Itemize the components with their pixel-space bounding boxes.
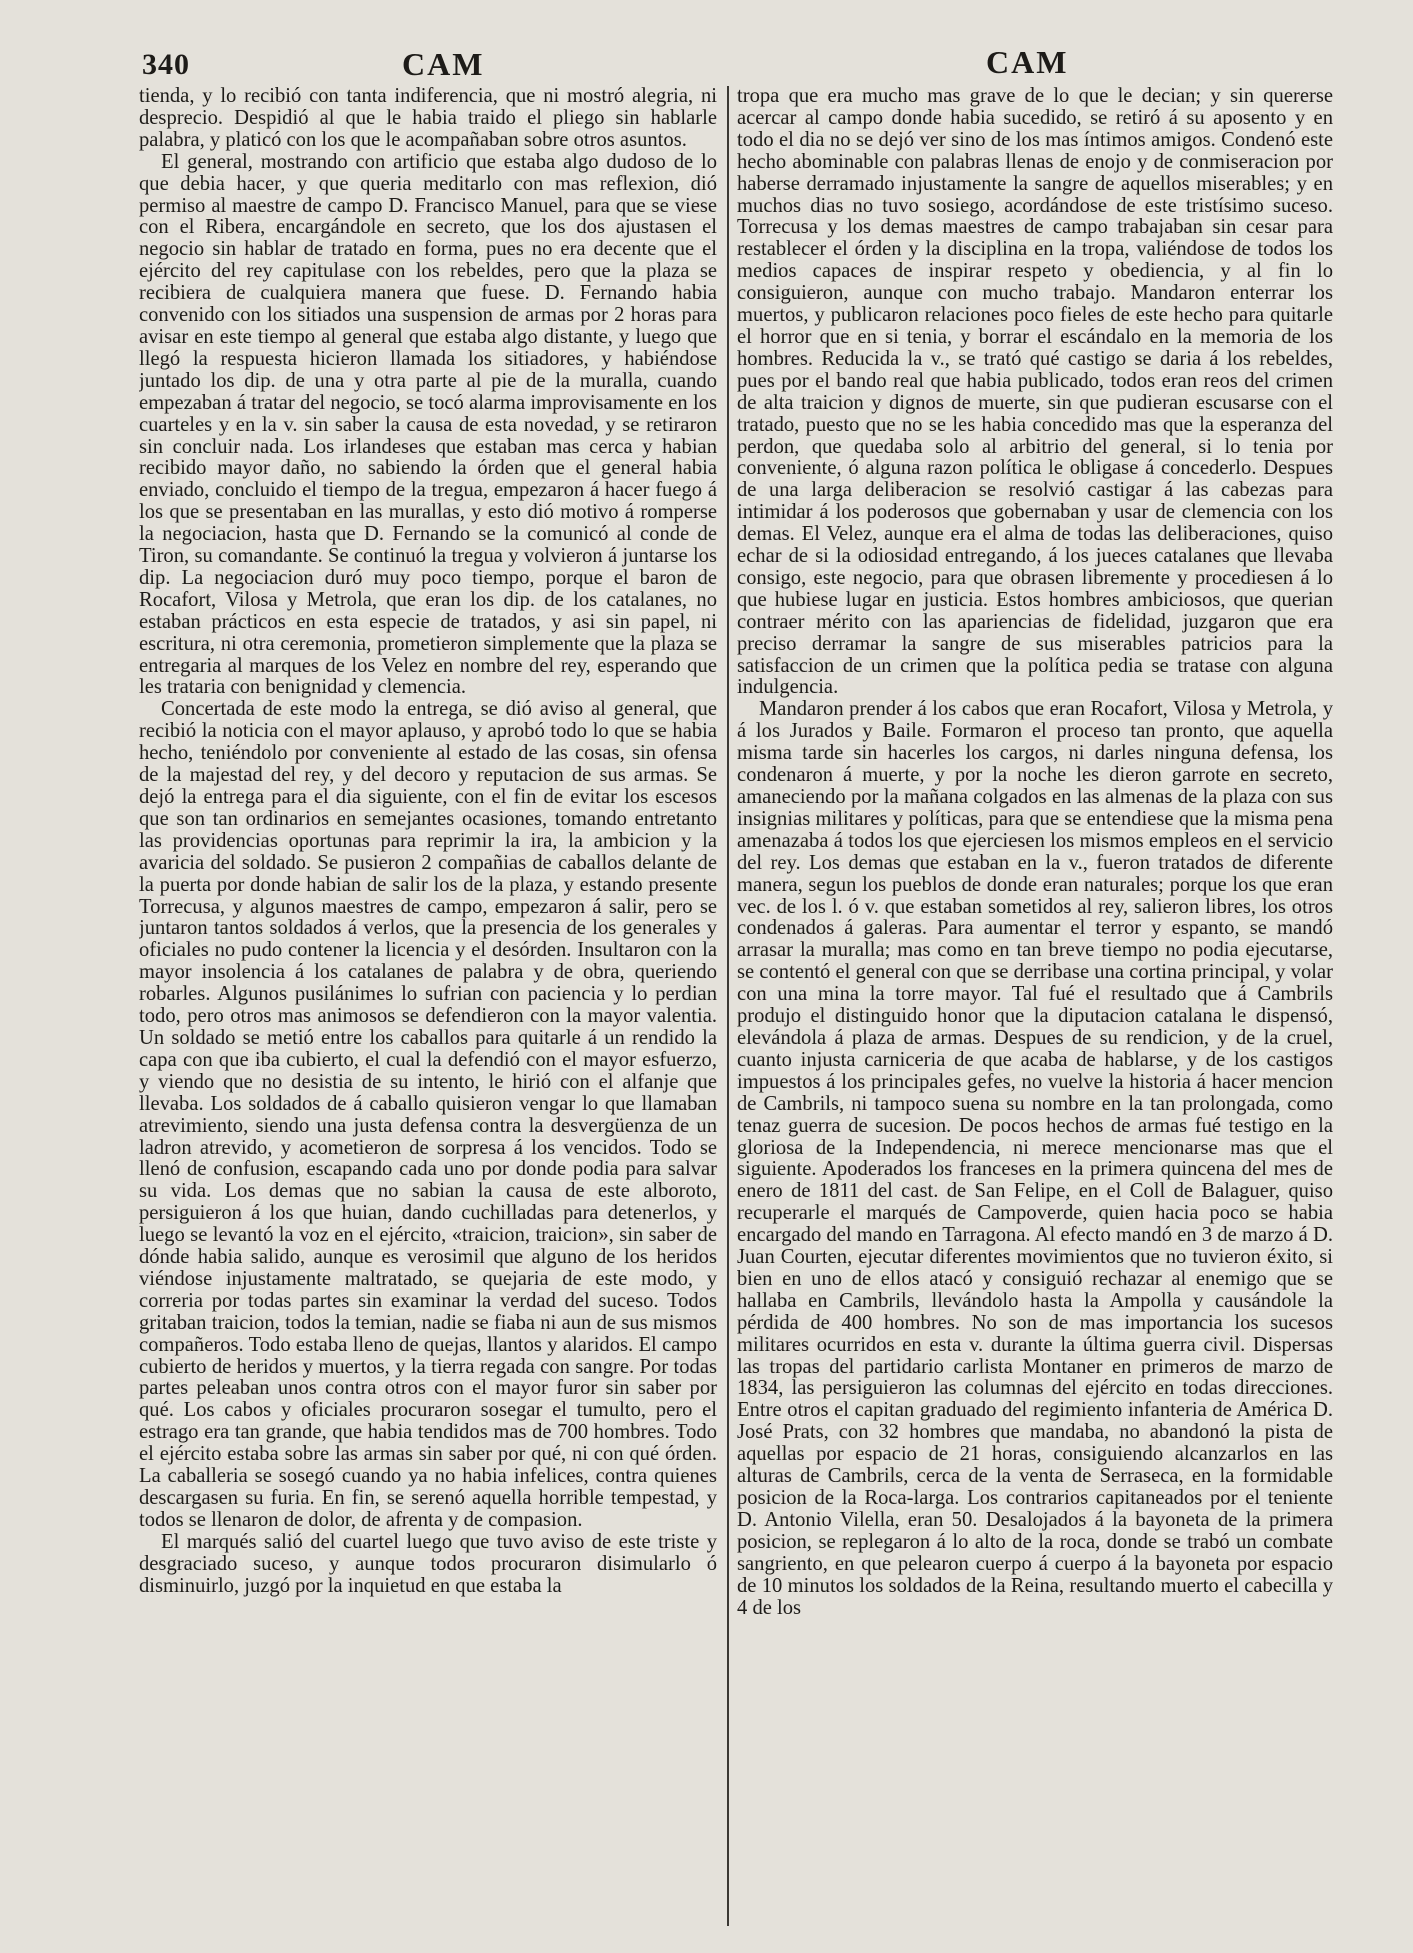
running-head-left: CAM [402,46,485,82]
paragraph: Concertada de este modo la entrega, se dió aviso al general, que recibió la noticia con el mayor aplauso, y aprobó todo lo que se habia hecho, teniéndolo por conveniente al estado de las cosas, sin ofensa de la majestad del rey, y del decoro y reputacion de sus armas. Se dejó la entrega para el dia siguiente, con el fin de evitar los escesos que son tan ordinarios en semejantes ocasiones, tomando entretanto las providencias oportunas para reprimir la ira, la ambicion y la avaricia del soldado. Se pusieron 2 compañias de caballos delante de la puerta por donde habian de salir los de la plaza, y estando presente Torrecusa, y algunos maestres de campo, empezaron á salir, pero se juntaron tantos soldados á verlos, que la presencia de los generales y oficiales no pudo contener la licencia y el desórden. Insultaron con la mayor insolencia á los catalanes de palabra y de obra, queriendo robarles. Algunos pusilánimes lo sufrian con paciencia y lo perdian todo, pero otros mas animosos se defendieron con la mayor valentia. Un soldado se metió entre los caballos para quitarle á un rendido la capa con que iba cubierto, el cual la defendió con el mayor esfuerzo, y viendo que no desistia de su intento, le hirió con el alfanje que llevaba. Los soldados de á caballo quisieron vengar lo que llamaban atrevimiento, siendo una justa defensa contra la desvergüenza de un ladron atrevido, y acometieron de sorpresa á los vencidos. Todo se llenó de confusion, escapando cada uno por donde podia para salvar su vida. Los demas que no sabian la causa de este alboroto, persiguieron á los que huian, dando cuchilladas para detenerlos, y luego se levantó la voz en el ejército, «traicion, traicion», sin saber de dónde habia salido, aunque es verosimil que alguno de los heridos viéndose injustamente maltratado, se quejaria de este modo, y correria por todas partes sin examinar la verdad del suceso. Todos gritaban traicion, todos la temian, nadie se fiaba ni aun de sus mismos compañeros. Todo estaba lleno de quejas, llantos y alaridos. El campo cubierto de heridos y muertos, y la tierra regada con sangre. Por todas partes peleaban unos contra otros con el mayor furor sin saber por qué. Los cabos y oficiales procuraron sosegar el tumulto, pero el estrago era tan grande, que habia tendidos mas de 700 hombres. Todo el ejército estaba sobre las armas sin saber por qué, ni con qué órden. La caballeria se sosegó cuando ya no habia infelices, contra quienes descargasen su furia. En fin, se serenó aquella horrible tempestad, y todos se llenaron de dolor, de afrenta y de compasion. [139,698,717,1531]
page-number: 340 [142,48,190,81]
right-column [737,86,1333,1931]
paragraph: tienda, y lo recibió con tanta indiferencia, que ni mostró alegria, ni desprecio. Despidió al que le habia traido el pliego sin hablarle palabra, y platicó con los que le acompañaban sobre otros asuntos. [139,86,717,151]
paragraph: El marqués salió del cuartel luego que tuvo aviso de este triste y desgraciado suceso, y aunque todos procuraron disimularlo ó disminuirlo, juzgó por la inquietud en que estaba la [139,1530,717,1597]
paragraph: El general, mostrando con artificio que estaba algo dudoso de lo que debia hacer, y que queria meditarlo con mas reflexion, dió permiso al maestre de campo D. Francisco Manuel, para que se viese con el Ribera, encargándole en secreto, que los dos ajustasen el negocio sin hablar de tratado en forma, pues no era decente que el ejército del rey capitulase con los rebeldes, pero que la plaza se recibiera de cualquiera manera que fuese. D. Fernando habia convenido con los sitiados una suspension de armas por 2 horas para avisar en este tiempo al general que estaba algo distante, y luego que llegó la respuesta hicieron llamada los sitiadores, y habiéndose juntado los dip. de una y otra parte al pie de la muralla, cuando empezaban á tratar del negocio, se tocó alarma improvisamente en los cuarteles y en la v. sin saber la causa de esta novedad, y se retiraron sin concluir nada. Los irlandeses que estaban mas cerca y habian recibido mayor daño, no sabiendo la órden que el general habia enviado, concluido el tiempo de la tregua, empezaron á hacer fuego á los que se presentaban en las murallas, y esto dió motivo á romperse la negociacion, hasta que D. Fernando se la comunicó al conde de Tiron, su comandante. Se continuó la tregua y volvieron á juntarse los dip. La negociacion duró muy poco tiempo, porque el baron de Rocafort, Vilosa y Metrola, que eran los dip. de los catalanes, no estaban prácticos en esta especie de tratados, y asi sin papel, ni escritura, ni otra ceremonia, prometieron simplemente que la plaza se entregaria al marques de los Velez en nombre del rey, esperando que les trataria con benignidad y clemencia. [139,150,717,699]
column-divider [727,86,729,1926]
left-column [139,86,717,1931]
paragraph: Mandaron prender á los cabos que eran Rocafort, Vilosa y Metrola, y á los Jurados y Baile. Formaron el proceso tan pronto, que aquella misma tarde sin hacerles los cargos, ni darles ninguna defensa, los condenaron á muerte, y por la noche les dieron garrote en secreto, amaneciendo por la mañana colgados en las almenas de la plaza con sus insignias militares y políticas, para que se entendiese que la misma pena amenazaba á todos los que ejerciesen los mismos empleos en el servicio del rey. Los demas que estaban en la v., fueron tratados de diferente manera, segun los pueblos de donde eran naturales; porque los que eran vec. de los l. ó v. que estaban sometidos al rey, salieron libres, los otros condenados á galeras. Para aumentar el terror y espanto, se mandó arrasar la muralla; mas como en tan breve tiempo no podia ejecutarse, se contentó el general con que se derribase una cortina principal, y volar con una mina la torre mayor. Tal fué el resultado que á Cambrils produjo el distinguido honor que la diputacion catalana le dispensó, elevándola á plaza de armas. Despues de su rendicion, y de la cruel, cuanto injusta carniceria de que acaba de hablarse, y de los castigos impuestos á los principales gefes, no vuelve la historia á hacer mencion de Cambrils, ni tampoco suena su nombre en la tan prolongada, como tenaz guerra de sucesion. De pocos hechos de armas fué testigo en la gloriosa de la Independencia, ni merece mencionarse mas que el siguiente. Apoderados los franceses en la primera quincena del mes de enero de 1811 del cast. de San Felipe, en el Coll de Balaguer, quiso recuperarle el marqués de Campoverde, quien hacia poco se habia encargado del mando en Tarragona. Al efecto mandó en 3 de marzo á D. Juan Courten, ejecutar diferentes movimientos que no tuvieron éxito, si bien en uno de ellos atacó y consiguió rechazar al enemigo que se hallaba en Cambrils, llevándolo hasta la Ampolla y causándole la pérdida de 400 hombres. No son de mas importancia los sucesos militares ocurridos en esta v. durante la última guerra civil. Dispersas las tropas del partidario carlista Montaner en primeros de marzo de 1834, las persiguieron las columnas del ejército en todas direcciones. Entre otros el capitan graduado del regimiento infanteria de América D. José Prats, con 32 hombres que mandaba, no abandonó la pista de aquellas por espacio de 21 horas, consiguiendo alcanzarlos en las alturas de Cambrils, cerca de la venta de Serraseca, en la formidable posicion de la Roca-larga. Los contrarios capitaneados por el teniente D. Antonio Vilella, eran 50. Desalojados á la bayoneta de la primera posicion, se replegaron á lo alto de la roca, donde se trabó un combate sangriento, en que pelearon cuerpo á cuerpo á la bayoneta por espacio de 10 minutos los soldados de la Reina, resultando muerto el cabecilla y 4 de los [737,698,1333,1619]
running-head-right: CAM [986,44,1069,80]
paragraph: tropa que era mucho mas grave de lo que le decian; y sin quererse acercar al campo donde habia sucedido, se retiró á su aposento y en todo el dia no se dejó ver sino de los mas íntimos amigos. Condenó este hecho abominable con palabras llenas de enojo y de conmiseracion por haberse derramado injustamente la sangre de aquellos miserables; y en muchos dias no tuvo sosiego, acordándose de este tristísimo suceso. Torrecusa y los demas maestres de campo trabajaban sin cesar para restablecer el órden y la disciplina en la tropa, valiéndose de todos los medios capaces de inspirar respeto y obediencia, y al fin lo consiguieron, aunque con mucho trabajo. Mandaron enterrar los muertos, y publicaron relaciones poco fieles de este hecho para quitarle el horror que en si tenia, y borrar el escándalo en la memoria de los hombres. Reducida la v., se trató qué castigo se daria á los rebeldes, pues por el bando real que habia publicado, todos eran reos del crimen de alta traicion y dignos de muerte, sin que pudieran escusarse con el tratado, puesto que no se les habia concedido mas que la esperanza del perdon, que quedaba solo al arbitrio del general, si lo tenia por conveniente, ó alguna razon política le obligase á concederlo. Despues de una larga deliberacion se resolvió castigar á las cabezas para intimidar á los poderosos que gobernaban y usar de clemencia con los demas. El Velez, aunque era el alma de todas las deliberaciones, quiso echar de si la odiosidad entregando, á los jueces catalanes que llevaba consigo, este negocio, para que obrasen libremente y procediesen á lo que hubiese lugar en justicia. Estos hombres ambiciosos, que querian contraer mérito con las apariencias de fidelidad, juzgaron que era preciso derramar la sangre de sus miserables patricios para la satisfaccion de un crimen que la política pedia se tratase con alguna indulgencia. [737,86,1333,699]
